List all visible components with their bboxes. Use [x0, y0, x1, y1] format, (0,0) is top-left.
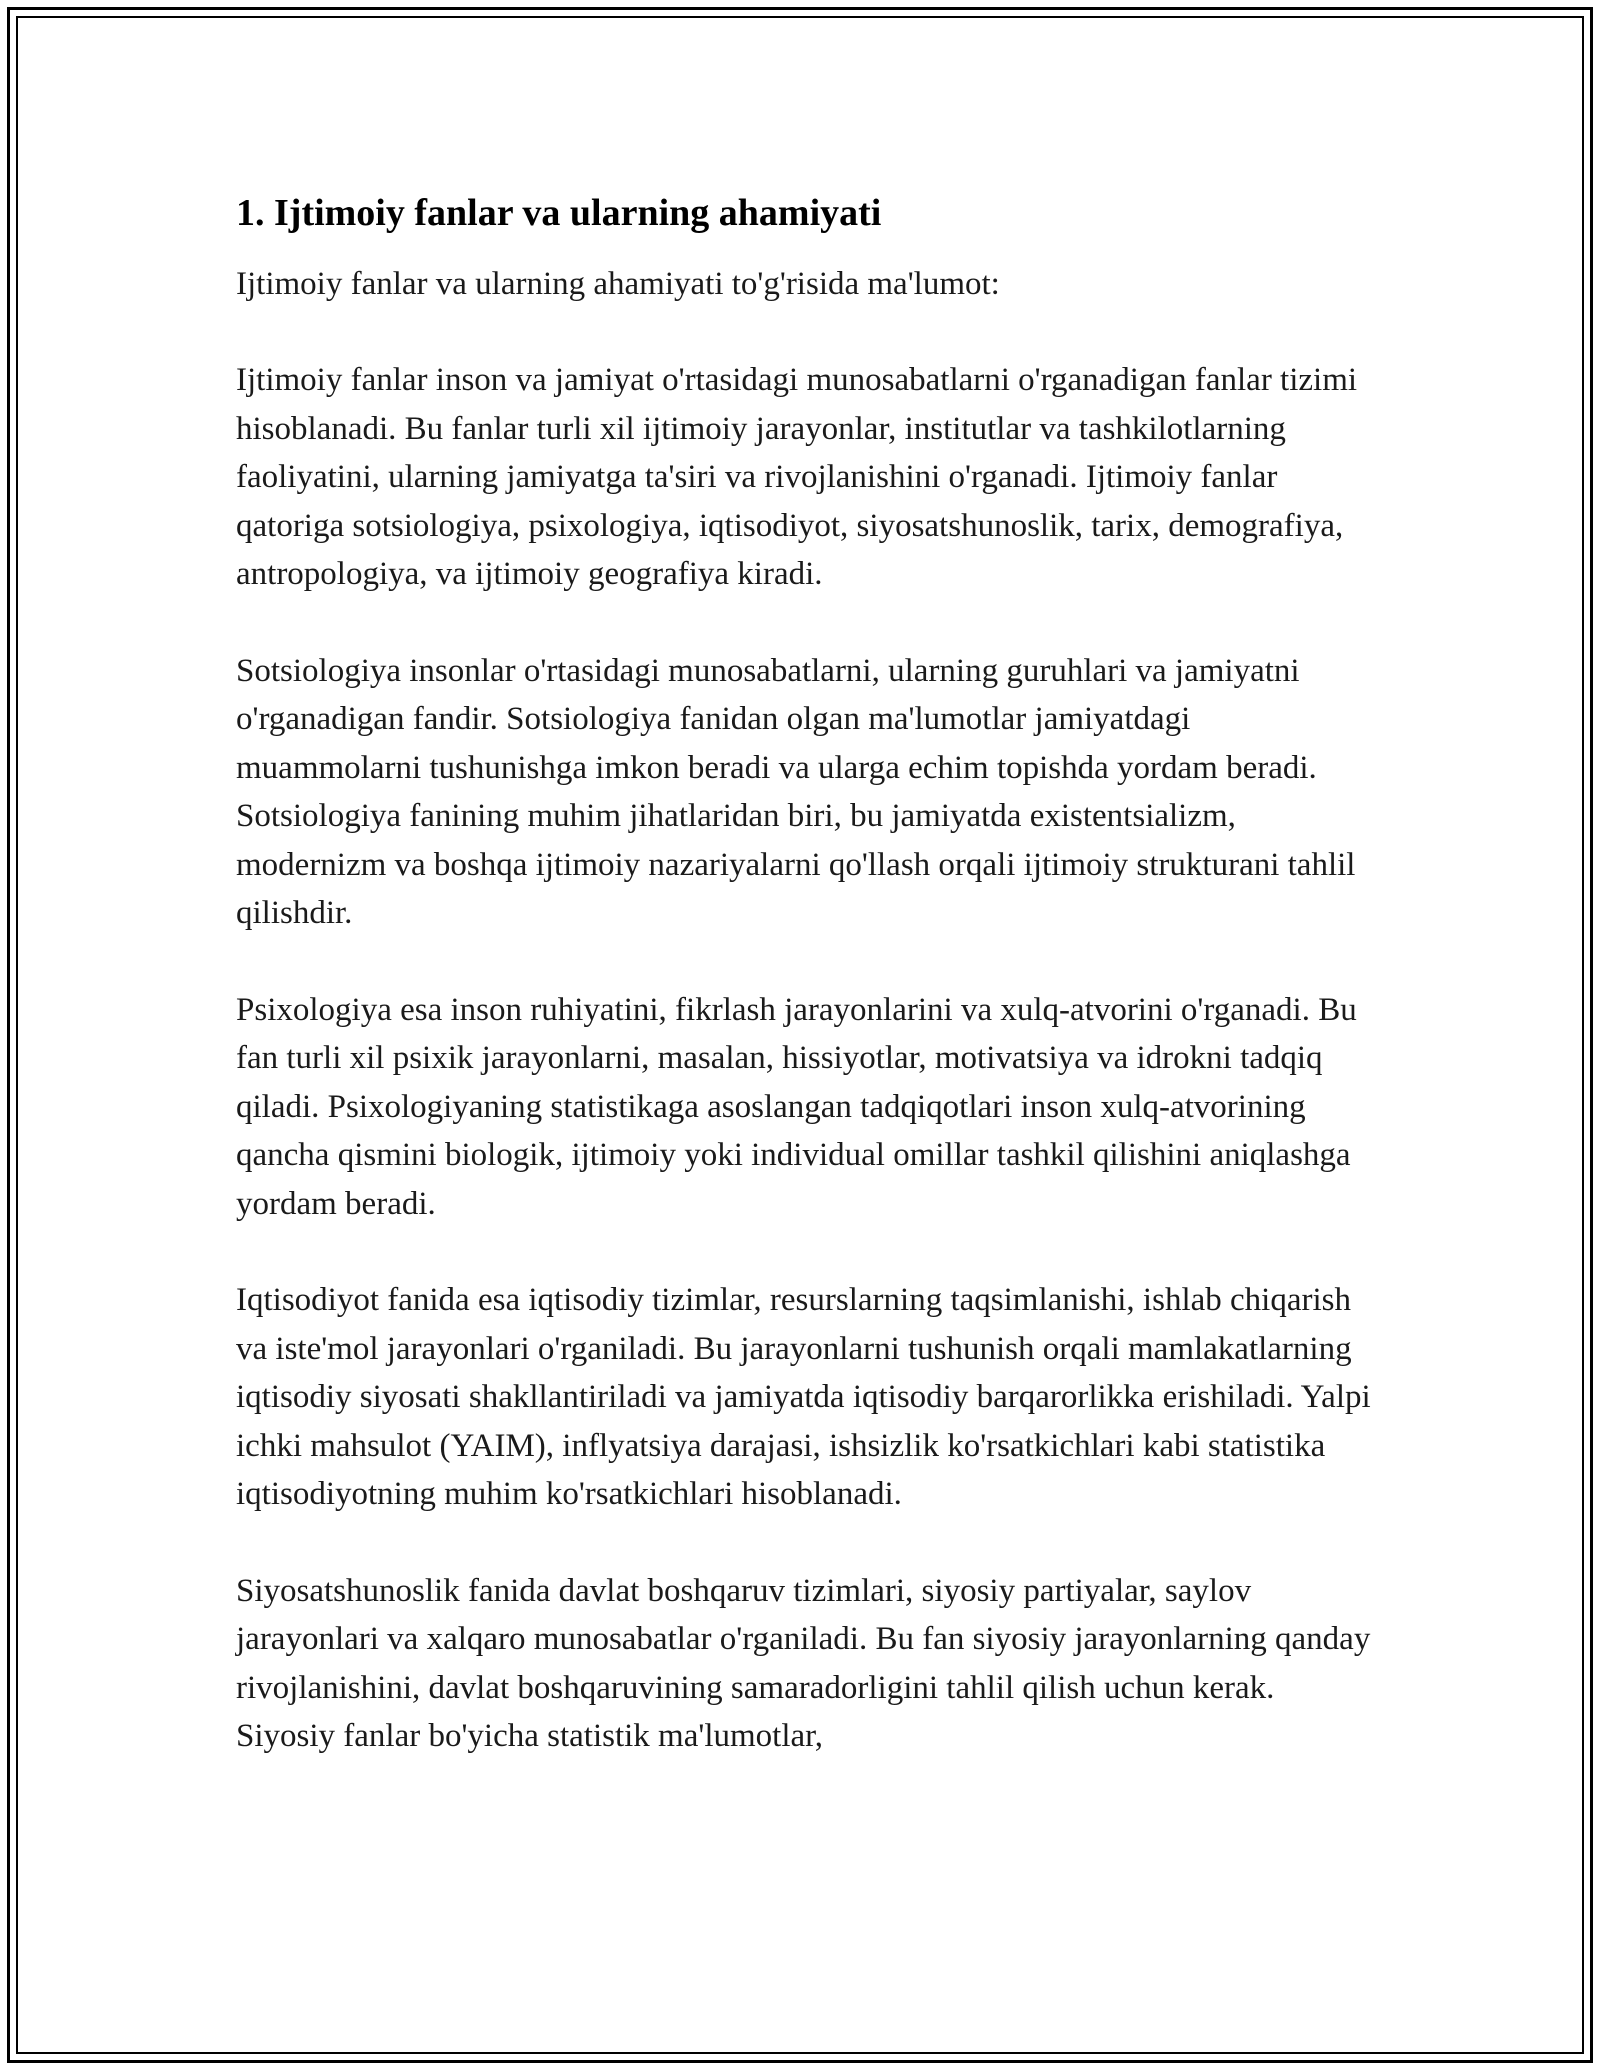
paragraph-overview: Ijtimoiy fanlar inson va jamiyat o'rtasidagi munosabatlarni o'rganadigan fanlar tizimi hisoblanadi. Bu fanlar turli xil ijtimoiy jarayonlar, institutlar va tashkilotlarning faoliyatini, ularning jamiyatga ta'siri va rivojlanishini o'rganadi. Ijtimoiy fanlar qatoriga sotsiologiya, psixologiya, iqtisodiyot, siyosatshunoslik, tarix, demografiya, antropologiya, va ijtimoiy geografiya kiradi. [236, 362, 1358, 592]
paragraph-psychology: Psixologiya esa inson ruhiyatini, fikrlash jarayonlarini va xulq-atvorini o'rganadi. Bu fan turli xil psixik jarayonlarni, masalan, hissiyotlar, motivatsiya va idrokni tadqiq qiladi. Psixologiyaning statistikaga asoslangan tadqiqotlari inson xulq-atvorining qancha qismini biologik, ijtimoiy yoki individual omillar tashkil qilishini aniqlashga yordam beradi. [236, 991, 1357, 1222]
document-content [236, 188, 1376, 1809]
paragraph-political-science: Siyosatshunoslik fanida davlat boshqaruv tizimlari, siyosiy partiyalar, saylov jarayonlari va xalqaro munosabatlar o'rganiladi. Bu fan siyosiy jarayonlarning qanday rivojlanishini, davlat boshqaruvining samaradorligini tahlil qilish uchun kerak. Siyosiy fanlar bo'yicha statistik ma'lumotlar, [236, 1572, 1371, 1754]
section-title: 1. Ijtimoiy fanlar va ularning ahamiyati [236, 192, 882, 234]
intro-paragraph: Ijtimoiy fanlar va ularning ahamiyati to'g'risida ma'lumot: [236, 266, 1000, 302]
paragraph-economics: Iqtisodiyot fanida esa iqtisodiy tizimlar, resurslarning taqsimlanishi, ishlab chiqarish va iste'mol jarayonlari o'rganiladi. Bu jarayonlarni tushunish orqali mamlakatlarning iqtisodiy siyosati shakllantiriladi va jamiyatda iqtisodiy barqarorlikka erishiladi. Yalpi ichki mahsulot (YAIM), inflyatsiya darajasi, ishsizlik ko'rsatkichlari kabi statistika iqtisodiyotning muhim ko'rsatkichlari hisoblanadi. [236, 1282, 1371, 1512]
paragraph-sociology: Sotsiologiya insonlar o'rtasidagi munosabatlarni, ularning guruhlari va jamiyatni o'rganadigan fandir. Sotsiologiya fanidan olgan ma'lumotlar jamiyatdagi muammolarni tushunishga imkon beradi va ularga echim topishda yordam beradi. Sotsiologiya fanining muhim jihatlaridan biri, bu jamiyatda existentsializm, modernizm va boshqa ijtimoiy nazariyalarni qo'llash orqali ijtimoiy strukturani tahlil qilishdir. [236, 652, 1356, 931]
